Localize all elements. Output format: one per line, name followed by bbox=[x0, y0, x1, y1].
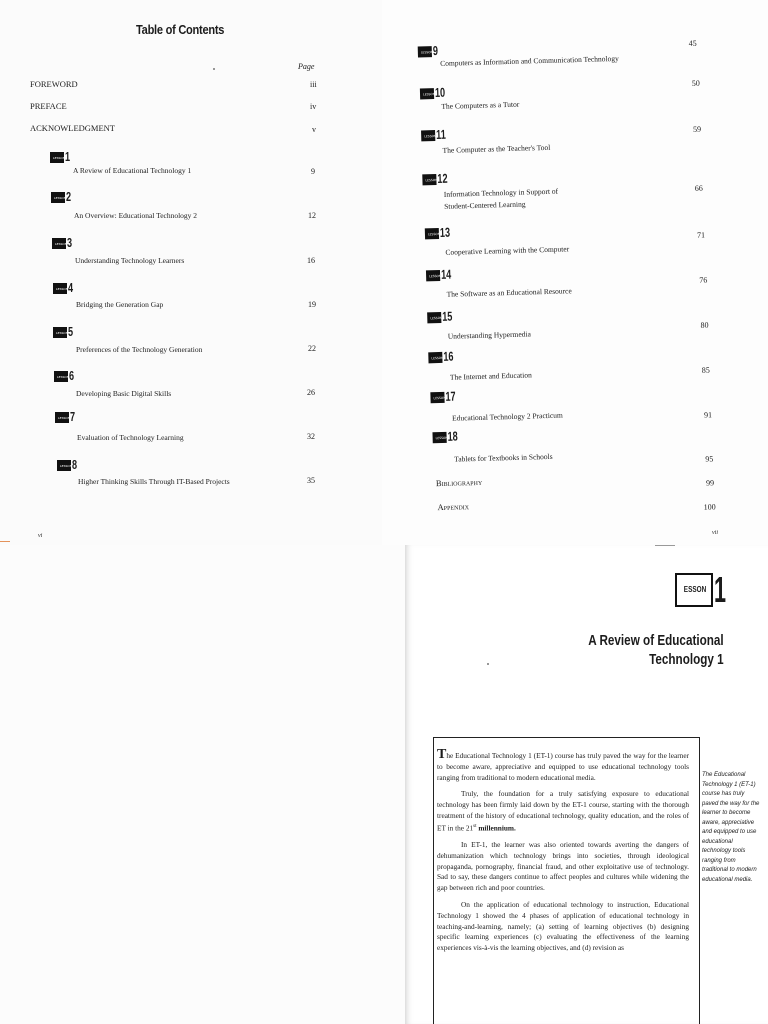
toc-entry-title: Understanding Hypermedia bbox=[447, 329, 532, 341]
edge-mark bbox=[655, 545, 675, 546]
toc-preface-page: iv bbox=[310, 102, 317, 111]
lesson-box-icon bbox=[421, 130, 435, 141]
lesson-number: 11 bbox=[435, 126, 446, 143]
toc-title: Table of Contents bbox=[136, 22, 225, 37]
chapter-title-line-1: A Review of Educational bbox=[588, 632, 724, 649]
lesson-number: 5 bbox=[68, 324, 74, 339]
blank-page bbox=[0, 545, 405, 1024]
lesson-number: 3 bbox=[67, 235, 73, 250]
toc-entry-page: 45 bbox=[688, 38, 697, 48]
lesson-badge bbox=[53, 281, 75, 294]
lesson-heading-number: 1 bbox=[714, 569, 727, 610]
lesson-badge bbox=[55, 410, 77, 423]
toc-entry-title: Computers as Information and Communication Technology bbox=[440, 53, 619, 68]
lesson-box-icon bbox=[432, 432, 446, 443]
lesson-box-icon bbox=[422, 174, 436, 185]
toc-entry-page: 22 bbox=[308, 344, 316, 353]
lesson-box-icon bbox=[55, 412, 69, 423]
toc-appendix: Appendix bbox=[437, 501, 470, 513]
lesson-box-icon bbox=[675, 573, 713, 607]
lesson-box-icon bbox=[427, 312, 441, 323]
lesson-number: 9 bbox=[432, 42, 439, 59]
toc-foreword-page: iii bbox=[310, 80, 317, 89]
paragraph-2-bold: millennium. bbox=[478, 823, 516, 833]
lesson-badge bbox=[430, 389, 460, 403]
lesson-number: 1 bbox=[65, 149, 71, 164]
lesson-number: 14 bbox=[440, 266, 452, 282]
toc-entry-page: 16 bbox=[307, 256, 315, 265]
lesson-box-icon bbox=[52, 238, 66, 249]
paragraph-1-text: he Educational Technology 1 (ET-1) course has truly paved the way for the learner to become aware, appreciative and equipped to use educational technology tools ranging from traditional to modern educational media. bbox=[437, 751, 689, 782]
lesson-box-icon bbox=[425, 228, 439, 239]
lesson-number: 18 bbox=[447, 428, 458, 444]
lesson-box-icon bbox=[426, 270, 440, 281]
toc-preface: PREFACE bbox=[30, 101, 67, 111]
toc-entry-page: 95 bbox=[705, 454, 714, 464]
toc-entry-page: 76 bbox=[699, 275, 708, 285]
lesson-box-icon bbox=[428, 352, 442, 363]
toc-entry-title: The Software as an Educational Resource bbox=[446, 286, 572, 299]
toc-entry-page: 91 bbox=[703, 410, 713, 420]
toc-acknowledgment-page: v bbox=[312, 125, 316, 134]
toc-entry-title: Understanding Technology Learners bbox=[75, 256, 185, 265]
toc-entry-page: 71 bbox=[696, 230, 706, 240]
page-column-header: Page bbox=[298, 62, 315, 71]
lesson-box-icon bbox=[51, 192, 65, 203]
lesson-box-icon bbox=[50, 152, 64, 163]
lesson-box-icon bbox=[57, 460, 71, 471]
paragraph-2 bbox=[437, 789, 689, 834]
toc-entry-title: Educational Technology 2 Practicum bbox=[451, 410, 563, 423]
folio-left: vi bbox=[38, 533, 43, 539]
toc-entry-title-cont: Student-Centered Learning bbox=[444, 199, 526, 211]
drop-cap: T bbox=[437, 747, 447, 762]
toc-entry-title: The Internet and Education bbox=[449, 370, 532, 382]
lesson-badge bbox=[57, 458, 79, 471]
lesson-1-page bbox=[405, 545, 768, 1024]
lesson-word: ESSON bbox=[683, 585, 707, 594]
lesson-number: 13 bbox=[439, 224, 451, 240]
toc-entry-title: Bridging the Generation Gap bbox=[76, 300, 164, 309]
toc-entry-title: Cooperative Learning with the Computer bbox=[445, 244, 570, 257]
toc-entry-title: Preferences of the Technology Generation bbox=[76, 345, 203, 354]
paragraph-1 bbox=[437, 747, 689, 783]
toc-entry-title: Information Technology in Support of bbox=[443, 186, 559, 199]
folio-right: vii bbox=[712, 530, 718, 536]
toc-entry-page: 12 bbox=[308, 211, 316, 220]
toc-entry-title: The Computer as the Teacher's Tool bbox=[442, 142, 551, 155]
toc-entry-title: The Computers as a Tutor bbox=[441, 99, 520, 111]
lesson-number: 17 bbox=[445, 388, 456, 404]
chapter-title bbox=[589, 631, 724, 669]
toc-entry-page: 32 bbox=[307, 432, 315, 441]
toc-entry-title: Evaluation of Technology Learning bbox=[77, 433, 184, 442]
toc-right-content bbox=[382, 0, 768, 545]
toc-entry-title: Developing Basic Digital Skills bbox=[76, 389, 172, 398]
lesson-number: 15 bbox=[442, 308, 453, 324]
chapter-title-line-2: Technology 1 bbox=[649, 651, 724, 668]
toc-entry-page: 85 bbox=[701, 365, 710, 375]
margin-note: The Educational Technology 1 (ET-1) course has truly paved the way for the learner to become aware, appreciative and equipped to use educational technology tools ranging from traditional to modern educational media. bbox=[702, 772, 760, 883]
toc-entry-page: 19 bbox=[308, 300, 316, 309]
lesson-badge bbox=[54, 369, 76, 382]
body-text bbox=[437, 747, 689, 960]
toc-acknowledgment: ACKNOWLEDGMENT bbox=[30, 123, 115, 133]
lesson-number: 16 bbox=[443, 348, 454, 364]
toc-bibliography-page: 99 bbox=[705, 478, 715, 488]
lesson-badge bbox=[52, 236, 74, 249]
lesson-box-icon bbox=[430, 392, 444, 403]
speck bbox=[487, 663, 489, 665]
toc-entry-page: 66 bbox=[694, 183, 703, 193]
toc-entry-page: 59 bbox=[692, 124, 702, 134]
lesson-badge bbox=[420, 86, 450, 100]
lesson-box-icon bbox=[53, 283, 67, 294]
toc-entry-title: Higher Thinking Skills Through IT-Based Projects bbox=[78, 477, 230, 486]
toc-entry-page: 50 bbox=[691, 78, 700, 88]
lesson-badge bbox=[50, 150, 72, 163]
lesson-number: 8 bbox=[72, 457, 78, 472]
lesson-number: 4 bbox=[68, 280, 74, 295]
edge-mark bbox=[0, 541, 10, 542]
toc-entry-title: A Review of Educational Technology 1 bbox=[73, 166, 192, 175]
toc-foreword: FOREWORD bbox=[30, 79, 78, 89]
lesson-badge bbox=[421, 128, 450, 142]
paragraph-2-text: Truly, the foundation for a truly satisfying exposure to educational technology has been firmly laid down by the ET-1 course, starting with the thorough treatment of the history of educational technology, quality education, and the roles of ET in the 21 bbox=[437, 789, 689, 833]
toc-page-left bbox=[0, 0, 382, 545]
lesson-badge bbox=[426, 268, 456, 282]
toc-entry-title: Tablets for Textbooks in Schools bbox=[454, 451, 553, 464]
lesson-badge bbox=[427, 310, 457, 324]
lesson-badge bbox=[422, 172, 452, 186]
toc-appendix-page: 100 bbox=[703, 502, 716, 512]
toc-page-right bbox=[382, 0, 768, 545]
lesson-badge bbox=[432, 429, 462, 443]
speck bbox=[213, 68, 215, 70]
lesson-number: 6 bbox=[69, 368, 75, 383]
lesson-badge bbox=[51, 190, 73, 203]
paragraph-3: In ET-1, the learner was also oriented towards averting the dangers of dehumanization which technology brings into societies, through ideological propaganda, pornography, financial fraud, and other exploitative use of technology. Sad to say, these dangers continue to affect peoples and cultures while widening the gap between rich and poor countries. bbox=[437, 840, 689, 893]
lesson-heading-badge bbox=[675, 569, 734, 610]
toc-entry-page: 9 bbox=[311, 167, 315, 176]
lesson-box-icon bbox=[54, 371, 68, 382]
lesson-number: 10 bbox=[434, 84, 446, 101]
lesson-badge bbox=[53, 325, 75, 338]
lesson-box-icon bbox=[420, 88, 434, 99]
superscript: st bbox=[473, 823, 477, 829]
lesson-badge bbox=[418, 44, 441, 58]
lesson-box-icon bbox=[418, 46, 432, 57]
toc-entry-page: 35 bbox=[307, 476, 315, 485]
lesson-number: 2 bbox=[66, 189, 72, 204]
lesson-number: 7 bbox=[70, 409, 76, 424]
toc-bibliography: Bibliography bbox=[435, 476, 483, 489]
lesson-number: 12 bbox=[437, 170, 448, 186]
toc-entry-page: 26 bbox=[307, 388, 315, 397]
lesson-badge bbox=[428, 350, 458, 364]
lesson-box-icon bbox=[53, 327, 67, 338]
lesson-badge bbox=[425, 226, 455, 240]
paragraph-4: On the application of educational technology to instruction, Educational Technology 1 showed the 4 phases of application of educational technology in teaching-and-learning, namely; (a) setting of learning objectives (b) designing specific learning experiences (c) evaluating the effectiveness of the learning experiences vis-à-vis the learning objectives, and (d) revision as bbox=[437, 899, 689, 953]
toc-entry-page: 80 bbox=[700, 320, 709, 330]
toc-entry-title: An Overview: Educational Technology 2 bbox=[74, 211, 198, 220]
